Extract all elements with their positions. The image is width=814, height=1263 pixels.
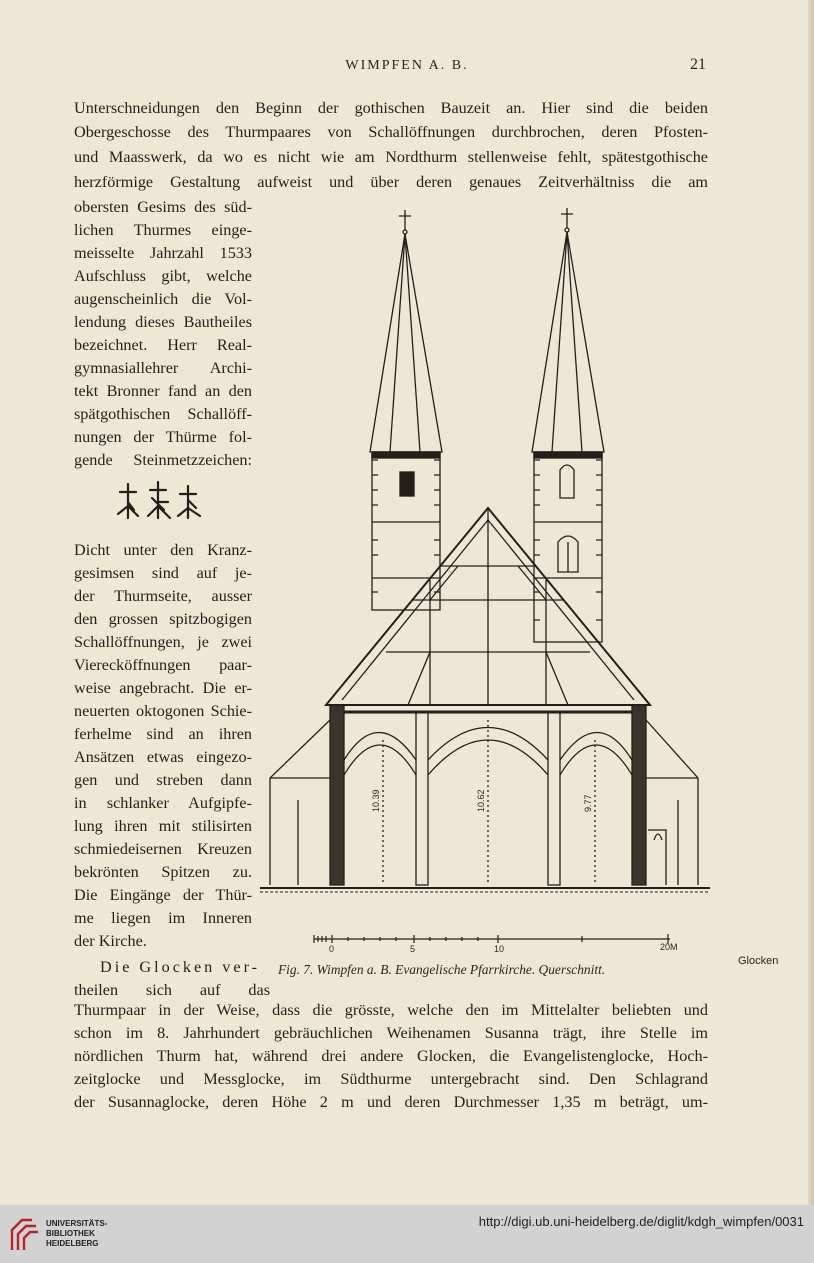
text-line: der Susannaglocke, deren Höhe 2 m und deren Durchmesser 1,35 m beträgt, um- bbox=[74, 1093, 708, 1111]
text-line: Die Glocken ver- bbox=[100, 958, 261, 976]
text-line: der Thurmseite, ausser bbox=[74, 587, 252, 605]
scale-bar bbox=[312, 932, 674, 946]
text-line: Die Eingänge der Thür- bbox=[74, 886, 252, 904]
figure-caption: Fig. 7. Wimpfen a. B. Evangelische Pfarrkirche. Querschnitt. bbox=[278, 962, 606, 977]
text-line: Schallöffnungen, je zwei bbox=[74, 633, 252, 651]
scale-label: 5 bbox=[410, 944, 416, 954]
text-line: spätgothischen Schallöff- bbox=[74, 405, 252, 423]
text-line: obersten Gesims des süd- bbox=[74, 198, 252, 216]
text-line: lung ihren mit stilisirten bbox=[74, 817, 252, 835]
running-head: WIMPFEN A. B. bbox=[345, 58, 469, 73]
text-line: zeitglocke und Messglocke, im Südthurme untergebracht sind. Den Schlagrand bbox=[74, 1070, 708, 1088]
library-name: UNIVERSITÄTS- BIBLIOTHEK HEIDELBERG bbox=[46, 1219, 108, 1248]
mason-marks-figure bbox=[112, 480, 212, 524]
text-line: Unterschneidungen den Beginn der gothischen Bauzeit an. Hier sind die beiden bbox=[74, 99, 708, 117]
text-line: gen und streben dann bbox=[74, 771, 252, 789]
text-line: Dicht unter den Kranz- bbox=[74, 541, 252, 559]
height-label-right: 9.77 bbox=[583, 794, 593, 812]
text-line: ferhelme sind an ihren bbox=[74, 725, 252, 743]
text-line: tekt Bronner fand an den bbox=[74, 382, 252, 400]
text-line: bekrönten Spitzen zu. bbox=[74, 863, 252, 881]
text-line: neuerten oktogonen Schie- bbox=[74, 702, 252, 720]
text-line: theilen sich auf das bbox=[74, 981, 270, 999]
text-line: herzförmige Gestaltung aufweist und über deren genaues Zeitverhältniss die am bbox=[74, 173, 708, 191]
text-line: nördlichen Thurm hat, während drei andere Glocken, die Evangelistenglocke, Hoch- bbox=[74, 1047, 708, 1065]
text-line: nungen der Thürme fol- bbox=[74, 428, 252, 446]
text-line: lichen Thurmes einge- bbox=[74, 221, 252, 239]
text-line: me liegen im Inneren bbox=[74, 909, 252, 927]
text-line: der Kirche. bbox=[74, 932, 147, 950]
text-line: in schlanker Aufgipfe- bbox=[74, 794, 252, 812]
text-line: schon im 8. Jahrhundert gebräuchlichen Weihenamen Susanna trägt, ihre Stelle im bbox=[74, 1024, 708, 1042]
text-line: bezeichnet. Herr Real- bbox=[74, 336, 252, 354]
text-line: lendung dieses Bautheiles bbox=[74, 313, 252, 331]
text-line: und Maasswerk, da wo es nicht wie am Nordthurm stellenweise fehlt, spätestgothische bbox=[74, 148, 708, 166]
text-line: gymnasiallehrer Archi- bbox=[74, 359, 252, 377]
scale-label: 20M bbox=[660, 942, 678, 952]
height-label-left: 10.39 bbox=[371, 789, 381, 812]
height-label-center: 10.62 bbox=[476, 789, 486, 812]
university-library-logo-icon bbox=[8, 1214, 42, 1254]
page-number: 21 bbox=[690, 56, 706, 73]
text-line: augenscheinlich die Vol- bbox=[74, 290, 252, 308]
text-line: Ansätzen etwas eingezo- bbox=[74, 748, 252, 766]
permalink-url[interactable]: http://digi.ub.uni-heidelberg.de/diglit/kdgh_wimpfen/0031 bbox=[478, 1214, 804, 1229]
text-line: Obergeschosse des Thurmpaares von Schallöffnungen durchbrochen, deren Pfosten- bbox=[74, 123, 708, 141]
text-line: weise angebracht. Die er- bbox=[74, 679, 252, 697]
church-cross-section-figure bbox=[258, 200, 714, 900]
text-line: den grossen spitzbogigen bbox=[74, 610, 252, 628]
text-line: Vierecköffnungen paar- bbox=[74, 656, 252, 674]
text-line: meisselte Jahrzahl 1533 bbox=[74, 244, 252, 262]
text-line: Thurmpaar in der Weise, dass die grösste, welche den im Mittelalter beliebten und bbox=[74, 1001, 708, 1019]
scale-label: 0 bbox=[329, 944, 335, 954]
text-line: gende Steinmetzzeichen: bbox=[74, 451, 252, 469]
text-line: schmiedeisernen Kreuzen bbox=[74, 840, 252, 858]
text-line: Aufschluss gibt, welche bbox=[74, 267, 252, 285]
margin-note: Glocken bbox=[738, 955, 779, 967]
text-line: gesimsen sind auf je- bbox=[74, 564, 252, 582]
scale-label: 10 bbox=[494, 944, 505, 954]
